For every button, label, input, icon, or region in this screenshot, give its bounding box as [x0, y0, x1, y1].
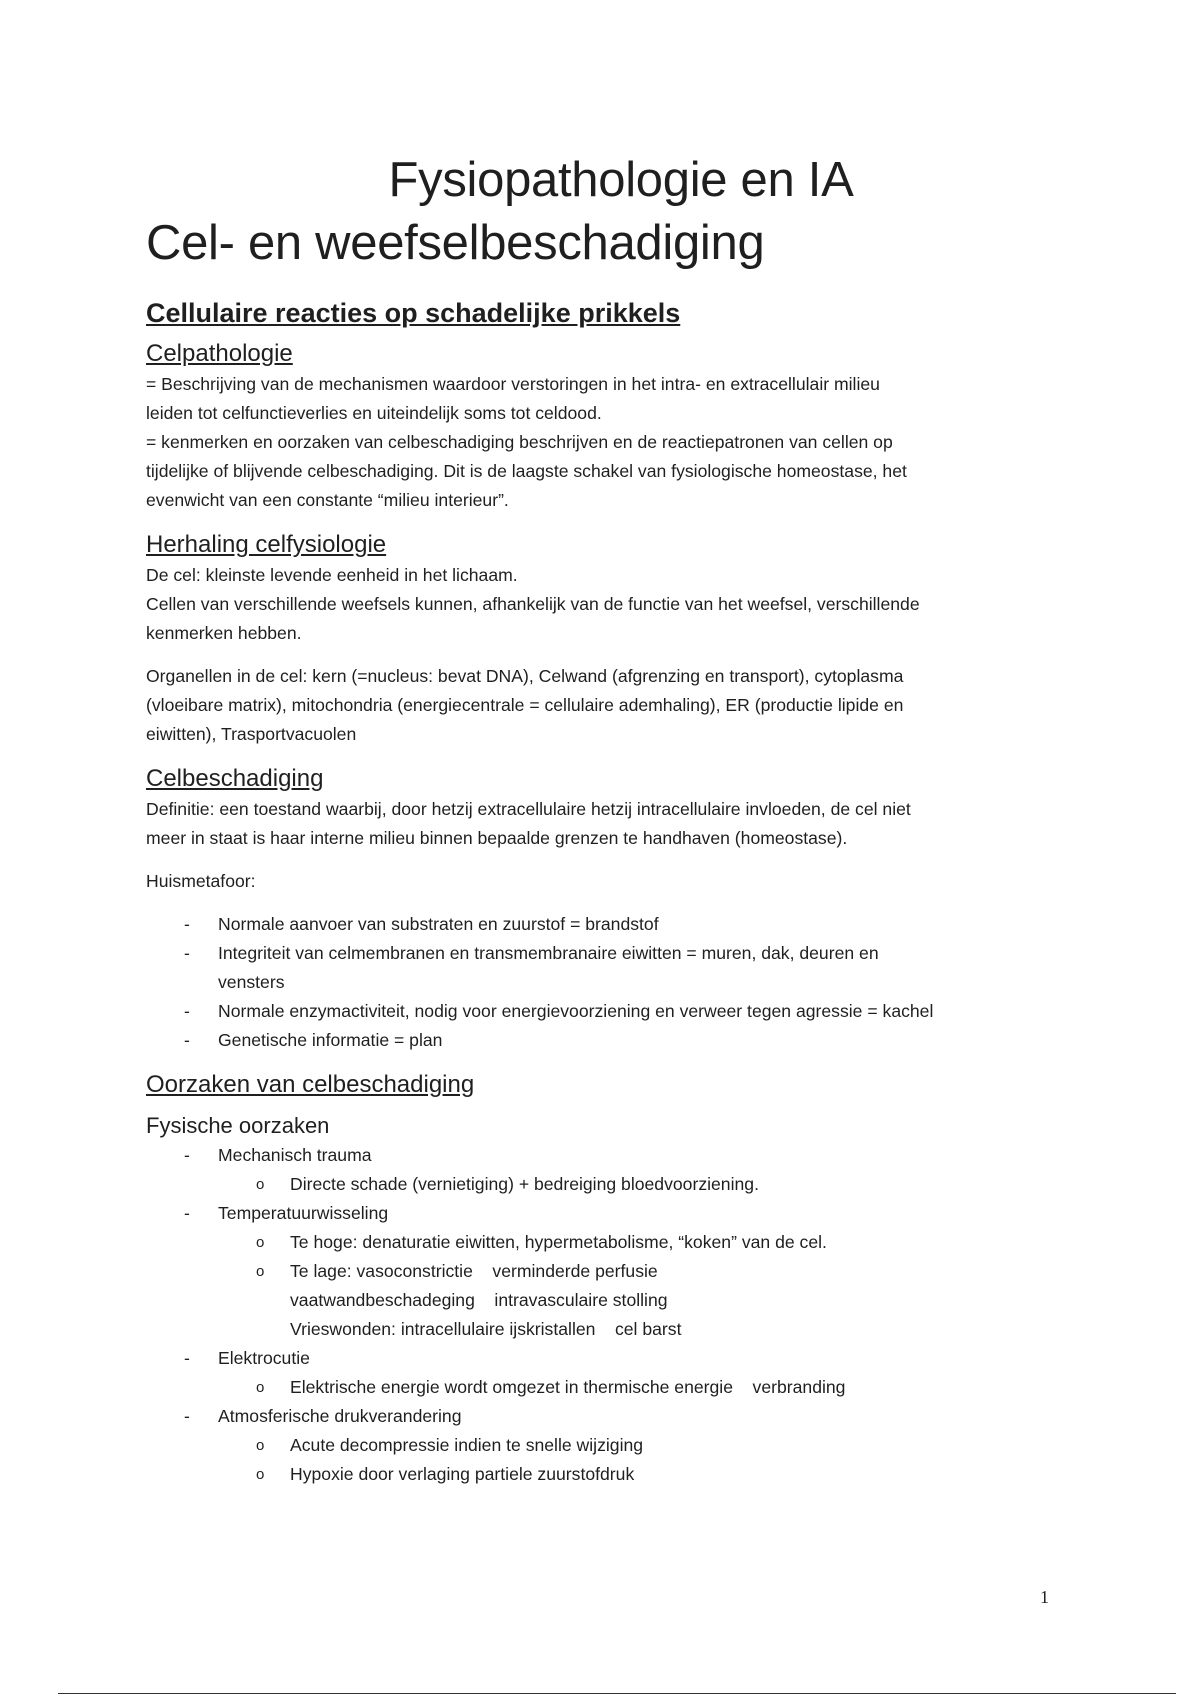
sub-list: [146, 1373, 1056, 1402]
sub-list-item-text: Directe schade (vernietiging) + bedreiging bloedvoorziening.: [290, 1174, 759, 1194]
list-item-text: Elektrocutie: [218, 1348, 310, 1368]
text-line: (vloeibare matrix), mitochondria (energiecentrale = cellulaire ademhaling), ER (productie lipide en: [146, 695, 904, 715]
list-item: [146, 1141, 1056, 1170]
huismetafoor-list: [146, 910, 1056, 1055]
list-item: [146, 1344, 1056, 1373]
list-item: [146, 939, 1056, 997]
heading-fysische-oorzaken: Fysische oorzaken: [146, 1113, 330, 1138]
sub-list-item-text: Elektrische energie wordt omgezet in thermische energie verbranding: [290, 1377, 846, 1397]
footer-divider: [58, 1693, 1176, 1694]
text-line: = kenmerken en oorzaken van celbeschadiging beschrijven en de reactiepatronen van cellen op: [146, 432, 893, 452]
text-line: eiwitten), Trasportvacuolen: [146, 724, 357, 744]
sub-list-item-text: Hypoxie door verlaging partiele zuurstofdruk: [290, 1464, 635, 1484]
list-item: [146, 910, 1056, 939]
list-item-text: Genetische informatie = plan: [218, 1030, 443, 1050]
sub-list-item: [218, 1228, 1056, 1257]
sub-list: [146, 1228, 1056, 1344]
text-line: tijdelijke of blijvende celbeschadiging. Dit is de laagste schakel van fysiologische homeostase, het: [146, 461, 907, 481]
herhaling-paragraph-2: [146, 662, 1056, 749]
sub-list-item-text: Acute decompressie indien te snelle wijziging: [290, 1435, 644, 1455]
huismetafoor-label: Huismetafoor:: [146, 871, 256, 891]
list-item-text: Temperatuurwisseling: [218, 1203, 389, 1223]
sub-list: [146, 1170, 1056, 1199]
text-line: meer in staat is haar interne milieu binnen bepaalde grenzen te handhaven (homeostase).: [146, 828, 848, 848]
circle-bullet: o: [256, 1466, 265, 1483]
circle-bullet: o: [256, 1437, 265, 1454]
list-item-text: Mechanisch trauma: [218, 1145, 372, 1165]
text-line: evenwicht van een constante “milieu interieur”.: [146, 490, 509, 510]
text-line: Cellen van verschillende weefsels kunnen, afhankelijk van de functie van het weefsel, verschillende: [146, 594, 920, 614]
list-item-text: Integriteit van celmembranen en transmembranaire eiwitten = muren, dak, deuren en: [218, 943, 879, 963]
fysische-oorzaken-list: [146, 1402, 1056, 1431]
sub-list-item: [218, 1460, 1056, 1489]
circle-bullet: o: [256, 1176, 265, 1193]
list-item: [146, 997, 1056, 1026]
heading-celpathologie: Celpathologie: [146, 340, 293, 367]
list-item: [146, 1402, 1056, 1431]
fysische-oorzaken-list: [146, 1141, 1056, 1170]
text-line: Definitie: een toestand waarbij, door hetzij extracellulaire hetzij intracellulaire invloeden, de cel niet: [146, 799, 911, 819]
list-item: [146, 1026, 1056, 1055]
sub-list-item: [218, 1373, 1056, 1402]
circle-bullet: o: [256, 1379, 265, 1396]
circle-bullet: o: [256, 1234, 265, 1251]
document-subtitle: Cel- en weefselbeschadiging: [146, 216, 765, 270]
page-number: 1: [1040, 1587, 1049, 1607]
dash-bullet: -: [184, 914, 190, 934]
list-item-text: vensters: [218, 972, 285, 992]
text-line: De cel: kleinste levende eenheid in het lichaam.: [146, 565, 518, 585]
celpathologie-paragraph: [146, 370, 1056, 515]
sub-list-item: [218, 1170, 1056, 1199]
dash-bullet: -: [184, 1145, 190, 1165]
heading-herhaling-celfysiologie: Herhaling celfysiologie: [146, 531, 387, 558]
dash-bullet: -: [184, 943, 190, 963]
dash-bullet: -: [184, 1030, 190, 1050]
herhaling-paragraph-1: [146, 561, 1056, 648]
dash-bullet: -: [184, 1348, 190, 1368]
sub-list-item: [218, 1431, 1056, 1460]
sub-list-item-text: vaatwandbeschadeging intravasculaire stolling: [290, 1290, 668, 1310]
celbeschadiging-definition: [146, 795, 1056, 853]
sub-list-item-text: Te lage: vasoconstrictie verminderde perfusie: [290, 1261, 658, 1281]
dash-bullet: -: [184, 1001, 190, 1021]
list-item-text: Normale enzymactiviteit, nodig voor energievoorziening en verweer tegen agressie = kachel: [218, 1001, 934, 1021]
text-line: kenmerken hebben.: [146, 623, 302, 643]
sub-list-item-text: Vrieswonden: intracellulaire ijskristallen cel barst: [290, 1319, 682, 1339]
list-item-text: Atmosferische drukverandering: [218, 1406, 462, 1426]
fysische-oorzaken-list: [146, 1199, 1056, 1228]
text-line: Organellen in de cel: kern (=nucleus: bevat DNA), Celwand (afgrenzing en transport), cytoplasma: [146, 666, 904, 686]
list-item-text: Normale aanvoer van substraten en zuurstof = brandstof: [218, 914, 659, 934]
dash-bullet: -: [184, 1203, 190, 1223]
sub-list-item-text: Te hoge: denaturatie eiwitten, hypermetabolisme, “koken” van de cel.: [290, 1232, 827, 1252]
document-page: [146, 150, 1056, 1489]
fysische-oorzaken-list: [146, 1344, 1056, 1373]
section-heading-cellulaire-reacties: Cellulaire reacties op schadelijke prikkels: [146, 298, 681, 328]
sub-list: [146, 1431, 1056, 1489]
sub-list-item: [218, 1257, 1056, 1344]
list-item: [146, 1199, 1056, 1228]
dash-bullet: -: [184, 1406, 190, 1426]
heading-celbeschadiging: Celbeschadiging: [146, 765, 324, 792]
text-line: leiden tot celfunctieverlies en uiteindelijk soms tot celdood.: [146, 403, 602, 423]
document-title: Fysiopathologie en IA: [388, 153, 854, 207]
heading-oorzaken-celbeschadiging: Oorzaken van celbeschadiging: [146, 1071, 475, 1098]
text-line: = Beschrijving van de mechanismen waardoor verstoringen in het intra- en extracellulair milieu: [146, 374, 880, 394]
circle-bullet: o: [256, 1263, 265, 1280]
